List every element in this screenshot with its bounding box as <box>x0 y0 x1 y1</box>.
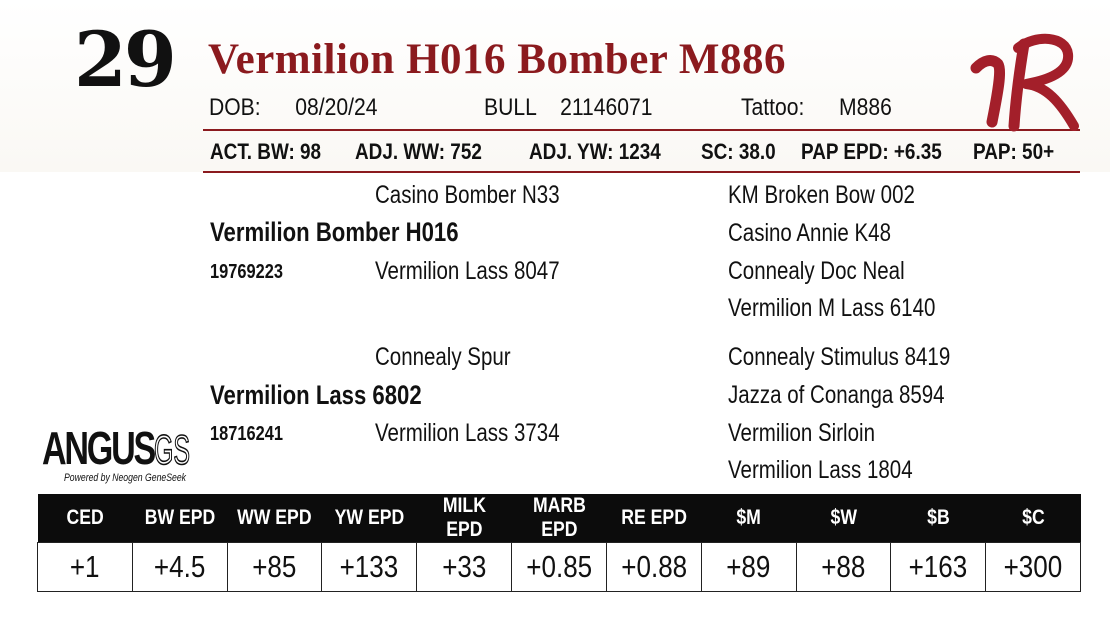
epd-value-cell: +0.85 <box>512 543 607 592</box>
dob-value: 08/20/24 <box>295 94 378 121</box>
pedigree-dam-sire-dam: Jazza of Conanga 8594 <box>728 381 945 409</box>
epd-header-cell: BW EPD <box>132 494 227 543</box>
epd-value-cell: +85 <box>227 543 322 592</box>
epd-header-row <box>38 494 1081 543</box>
angus-logo-tagline: Powered by Neogen GeneSeek <box>64 472 187 484</box>
epd-value-cell: +4.5 <box>132 543 227 592</box>
epd-value-row <box>38 543 1081 592</box>
epd-value-cell: +163 <box>891 543 986 592</box>
epd-header-cell: $W <box>796 494 891 543</box>
performance-item: SC: 38.0 <box>701 139 776 164</box>
registration-number: 21146071 <box>560 94 653 121</box>
epd-header-cell: YW EPD <box>322 494 417 543</box>
performance-item: ADJ. YW: 1234 <box>529 139 661 164</box>
performance-item: ADJ. WW: 752 <box>355 139 482 164</box>
pedigree-dam-reg: 18716241 <box>210 423 283 445</box>
tattoo-label: Tattoo: <box>741 94 805 121</box>
performance-item: ACT. BW: 98 <box>210 139 322 164</box>
epd-header-cell: WW EPD <box>227 494 322 543</box>
performance-item: PAP EPD: +6.35 <box>801 139 942 164</box>
pedigree-dam-sire-sire: Connealy Stimulus 8419 <box>728 343 951 371</box>
vermilion-vr-brand-logo <box>968 30 1080 134</box>
epd-value-cell: +300 <box>986 543 1081 592</box>
lot-number: 29 <box>74 15 174 104</box>
performance-item: PAP: 50+ <box>973 139 1055 164</box>
epd-header-cell: MARB EPD <box>512 494 607 543</box>
pedigree-dam-sire: Connealy Spur <box>375 343 511 371</box>
epd-value-cell: +89 <box>701 543 796 592</box>
pedigree-dam-dam-dam: Vermilion Lass 1804 <box>728 456 913 484</box>
epd-value-cell: +133 <box>322 543 417 592</box>
epd-value-cell: +0.88 <box>606 543 701 592</box>
angus-gs-logo <box>42 424 192 486</box>
pedigree-sire-dam-sire: Connealy Doc Neal <box>728 257 905 285</box>
performance-divider <box>203 171 1080 173</box>
dob-label: DOB: <box>209 94 261 121</box>
epd-value-cell: +1 <box>38 543 133 592</box>
pedigree-dam-dam: Vermilion Lass 3734 <box>375 419 560 447</box>
pedigree-dam-dam-sire: Vermilion Sirloin <box>728 419 875 447</box>
animal-name-title: Vermilion H016 Bomber M886 <box>208 36 786 83</box>
epd-header-cell: $B <box>891 494 986 543</box>
angus-logo-suffix: GS <box>154 426 190 473</box>
pedigree-sire-dam-dam: Vermilion M Lass 6140 <box>728 294 936 322</box>
pedigree-sire-dam: Vermilion Lass 8047 <box>375 257 560 285</box>
epd-value-cell: +33 <box>417 543 512 592</box>
pedigree-sire-sire-dam: Casino Annie K48 <box>728 219 891 247</box>
dob-field <box>209 96 377 120</box>
pedigree-dam-name: Vermilion Lass 6802 <box>210 380 422 410</box>
pedigree-sire-sire: Casino Bomber N33 <box>375 181 560 209</box>
epd-table <box>37 494 1081 592</box>
sex-value: BULL <box>484 94 537 121</box>
epd-header-cell: $M <box>701 494 796 543</box>
tattoo-field <box>741 96 892 120</box>
tattoo-value: M886 <box>839 94 892 121</box>
epd-header-cell: MILK EPD <box>417 494 512 543</box>
epd-header-cell: RE EPD <box>606 494 701 543</box>
epd-header-cell: CED <box>38 494 133 543</box>
registration-field <box>484 96 653 120</box>
angus-logo-main: ANGUS <box>42 424 155 474</box>
pedigree-sire-sire-sire: KM Broken Bow 002 <box>728 181 915 209</box>
pedigree-sire-name: Vermilion Bomber H016 <box>210 217 459 247</box>
info-divider <box>203 129 1080 131</box>
pedigree-sire-reg: 19769223 <box>210 261 283 283</box>
epd-header-cell: $C <box>986 494 1081 543</box>
epd-value-cell: +88 <box>796 543 891 592</box>
